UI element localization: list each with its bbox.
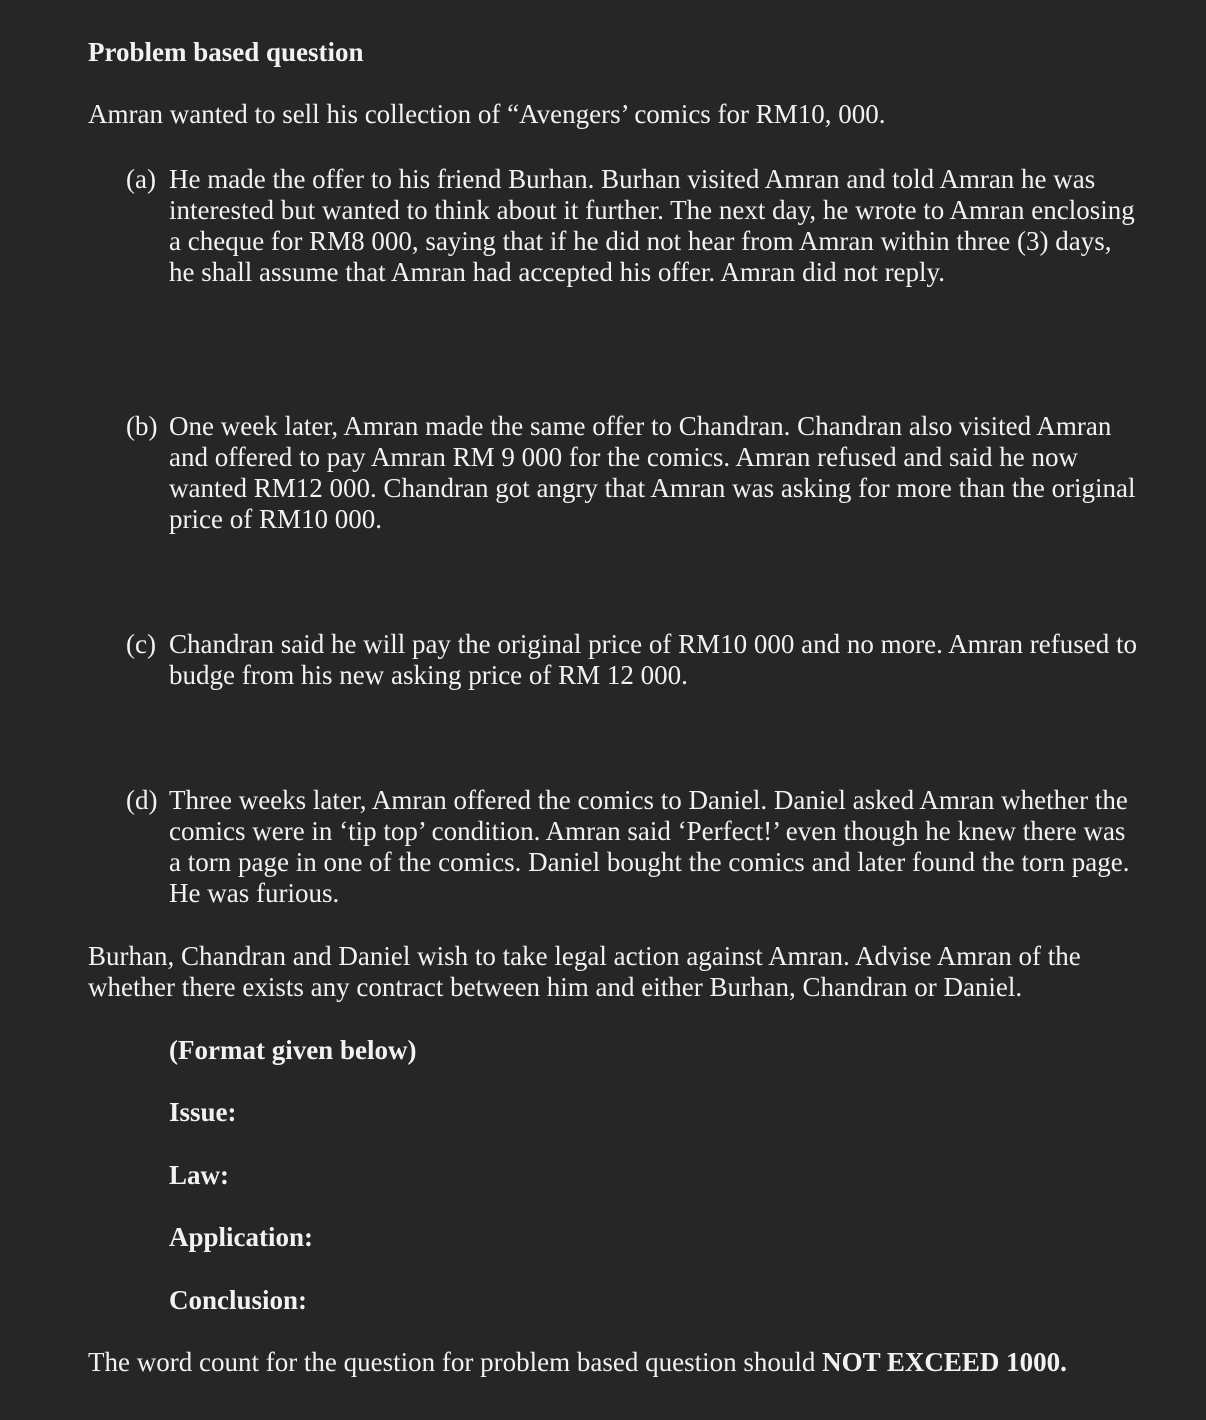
format-label-conclusion: Conclusion: [169,1285,308,1315]
word-count-prefix: The word count for the question for problem based question should [88,1347,823,1377]
question-heading: Problem based question [88,37,364,67]
scenario-d-marker: (d) [126,785,158,815]
format-note: (Format given below) [169,1035,417,1065]
scenario-d-text: Three weeks later, Amran offered the comics to Daniel. Daniel asked Amran whether the comics were in ‘tip top’ condition. Amran said ‘Perfect!’ even though he knew there was a torn page in one of the comics. Daniel bought the comics and later found the torn page. He was furious. [169,785,1130,908]
scenario-b-text: One week later, Amran made the same offer to Chandran. Chandran also visited Amran and offered to pay Amran RM 9 000 for the comics. Amran refused and said he now wanted RM12 000. Chandran got angry that Amran was asking for more than the original price of RM10 000. [169,411,1136,534]
format-label-application: Application: [169,1222,314,1252]
format-label-issue: Issue: [169,1097,237,1127]
scenario-c-text: Chandran said he will pay the original price of RM10 000 and no more. Amran refused to budge from his new asking price of RM 12 000. [169,629,1138,690]
word-count-limit: NOT EXCEED 1000. [822,1347,1067,1377]
intro-paragraph: Amran wanted to sell his collection of “Avengers’ comics for RM10, 000. [88,99,886,129]
scenario-b [126,411,1138,535]
task-paragraph: Burhan, Chandran and Daniel wish to take legal action against Amran. Advise Amran of the whether there exists any contract between him and either Burhan, Chandran or Daniel. [88,941,1081,1002]
scenario-c-marker: (c) [126,629,156,659]
scenario-c [126,629,1138,691]
word-count-note [88,1347,1067,1378]
format-label-law: Law: [169,1160,229,1190]
scenario-d [126,785,1138,909]
scenario-b-marker: (b) [126,411,158,441]
scenario-a-text: He made the offer to his friend Burhan. Burhan visited Amran and told Amran he was interested but wanted to think about it further. The next day, he wrote to Amran enclosing a cheque for RM8 000, saying that if he did not hear from Amran within three (3) days, he shall assume that Amran had accepted his offer. Amran did not reply. [169,164,1135,287]
scenario-a [126,164,1138,288]
scenario-a-marker: (a) [126,164,156,194]
